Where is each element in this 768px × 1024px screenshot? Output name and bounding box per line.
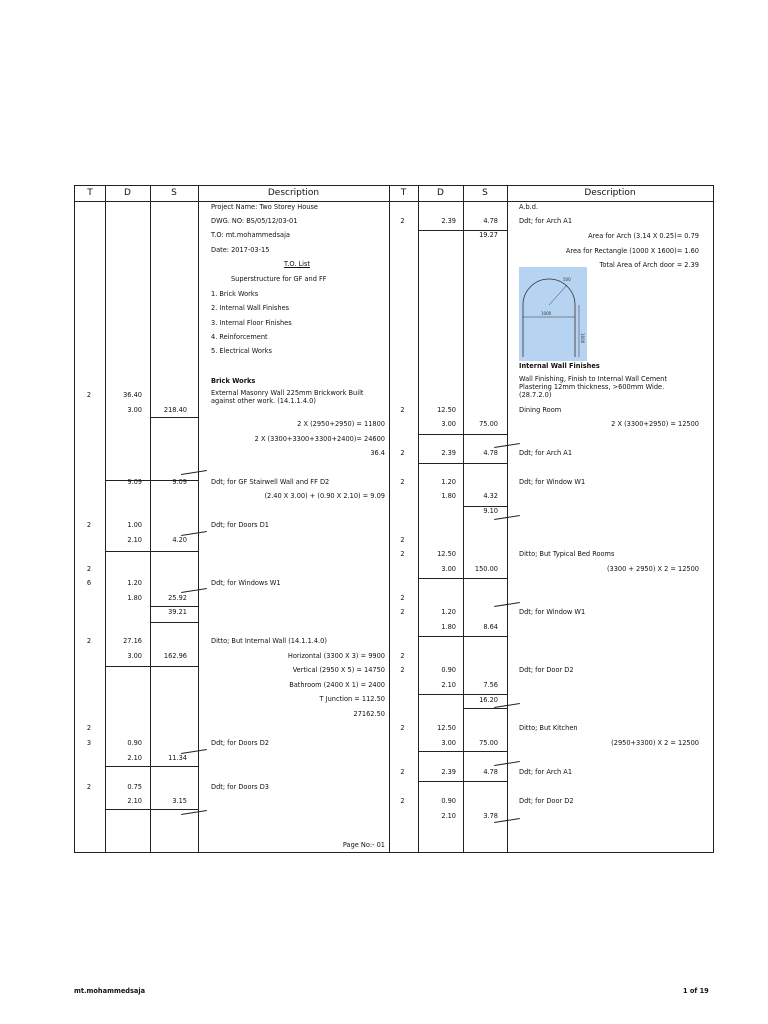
times-value: 2 <box>86 724 92 732</box>
dimension-value: 9.09 <box>127 478 142 486</box>
header-t-right: T <box>389 186 418 202</box>
times-value: 2 <box>400 550 405 558</box>
list-item: 2. Internal Wall Finishes <box>211 304 290 312</box>
times-value: 6 <box>86 579 92 587</box>
calculation-note: Bathroom (2400 X 1) = 2400 <box>289 681 385 689</box>
abd-note: A.b.d. <box>519 203 539 211</box>
squared-value: 3.15 <box>172 797 187 805</box>
squared-value: 3.78 <box>483 812 498 820</box>
times-value: 2 <box>400 666 405 674</box>
header-t-left: T <box>75 186 105 202</box>
superstructure-heading: Superstructure for GF and FF <box>231 275 327 283</box>
dimension-value: 12.50 <box>437 724 456 732</box>
calculation-note: 2 X (3300+3300+3300+2400)= 24600 <box>254 435 385 443</box>
dimension-value: 2.10 <box>441 812 456 820</box>
squared-value: 9.09 <box>172 478 187 486</box>
times-value: 2 <box>86 637 92 645</box>
header-d-right: D <box>418 186 463 202</box>
brick-works-heading: Brick Works <box>211 377 256 385</box>
squared-subtotal: 9.10 <box>483 507 498 515</box>
group-separator <box>418 463 507 464</box>
dimension-value: 1.80 <box>441 492 456 500</box>
calculation-note: 27162.50 <box>353 710 385 718</box>
times-value: 2 <box>400 797 405 805</box>
dimension-value: 3.00 <box>441 739 456 747</box>
group-separator <box>418 751 507 752</box>
times-value: 2 <box>86 391 92 399</box>
header-description-right: Description <box>507 186 713 202</box>
deduction-description: Ddt; for GF Stairwell Wall and FF D2 <box>211 478 330 486</box>
group-separator <box>150 606 198 607</box>
deduction-description: Ddt; for Windows W1 <box>211 579 281 587</box>
deduction-description: Ddt; for Arch A1 <box>519 449 573 457</box>
project-name: Project Name: Two Storey House <box>211 203 318 211</box>
item-description: Ditto; But Typical Bed Rooms <box>519 550 615 558</box>
group-separator <box>150 622 198 623</box>
times-value: 2 <box>400 594 405 602</box>
deduction-description: Ddt; for Doors D1 <box>211 521 269 529</box>
deduction-description: Ddt; for Window W1 <box>519 478 586 486</box>
group-separator <box>105 809 198 810</box>
dimension-value: 12.50 <box>437 550 456 558</box>
dimension-value: 0.75 <box>127 783 142 791</box>
footer-author: mt.mohammedsaja <box>74 987 146 995</box>
deduction-description: Ddt; for Window W1 <box>519 608 586 616</box>
times-value: 2 <box>86 783 92 791</box>
calculation-note: Horizontal (3300 X 3) = 9900 <box>287 652 385 660</box>
deduction-description: Ddt; for Door D2 <box>519 666 574 674</box>
calculation-note: 2 X (2950+2950) = 11800 <box>297 420 385 428</box>
item-description: (28.7.2.0) <box>519 391 552 399</box>
list-item: 1. Brick Works <box>211 290 259 298</box>
dimension-value: 0.90 <box>441 666 456 674</box>
group-separator <box>418 636 507 637</box>
drawing-number: DWG. NO: BS/05/12/03-01 <box>211 217 298 225</box>
squared-subtotal: 19.27 <box>479 231 498 239</box>
deduction-description: Ddt; for Doors D3 <box>211 783 269 791</box>
item-description: Wall Finishing, Finish to Internal Wall Cement <box>519 375 667 383</box>
group-separator <box>150 417 198 418</box>
squared-value: 75.00 <box>479 739 498 747</box>
squared-value: 162.96 <box>163 652 187 660</box>
footer-page-count: 1 of 19 <box>683 987 709 995</box>
squared-value: 75.00 <box>479 420 498 428</box>
item-description: Ditto; But Internal Wall (14.1.1.4.0) <box>211 637 327 645</box>
times-value: 2 <box>400 768 405 776</box>
height-label: 1600 <box>580 333 585 344</box>
dimension-value: 2.10 <box>127 754 142 762</box>
group-separator <box>105 766 198 767</box>
squared-value: 4.78 <box>483 217 498 225</box>
dimension-value: 2.10 <box>127 797 142 805</box>
area-calculation: Total Area of Arch door = 2.39 <box>599 261 699 269</box>
times-value: 2 <box>400 478 405 486</box>
list-item: 3. Internal Floor Finishes <box>211 319 292 327</box>
room-name: Ditto; But Kitchen <box>519 724 578 732</box>
squared-subtotal: 16.20 <box>479 696 498 704</box>
width-label: 1000 <box>541 311 552 316</box>
dimension-value: 1.20 <box>441 478 456 486</box>
dimension-value: 2.39 <box>441 217 456 225</box>
column-divider <box>507 186 508 852</box>
dimension-value: 1.20 <box>127 579 142 587</box>
squared-subtotal: 39.21 <box>168 608 187 616</box>
squared-value: 4.20 <box>172 536 187 544</box>
group-separator <box>418 434 507 435</box>
squared-value: 7.56 <box>483 681 498 689</box>
times-value: 2 <box>86 565 92 573</box>
times-value: 2 <box>400 608 405 616</box>
group-separator <box>463 708 507 709</box>
dimension-value: 2.10 <box>441 681 456 689</box>
squared-value: 4.32 <box>483 492 498 500</box>
column-divider <box>198 186 199 852</box>
header-description-left: Description <box>198 186 389 202</box>
times-value: 2 <box>400 217 405 225</box>
squared-value: 218.40 <box>163 406 187 414</box>
dimension-value: 3.00 <box>441 565 456 573</box>
column-divider <box>150 186 151 852</box>
dimension-value: 12.50 <box>437 406 456 414</box>
area-calculation: Area for Rectangle (1000 X 1600)= 1.60 <box>565 247 699 255</box>
times-value: 2 <box>86 521 92 529</box>
dimension-value: 2.39 <box>441 449 456 457</box>
list-item: 4. Reinforcement <box>211 333 268 341</box>
calculation-note: 2 X (3300+2950) = 12500 <box>611 420 699 428</box>
room-name: Dining Room <box>519 406 562 414</box>
group-separator <box>105 666 198 667</box>
calculation-note: T Junction = 112.50 <box>319 695 385 703</box>
radius-label: 500 <box>563 277 571 282</box>
arch-drawing-background <box>519 267 587 361</box>
squared-value: 4.78 <box>483 768 498 776</box>
times-value: 3 <box>86 739 92 747</box>
group-separator <box>418 578 507 579</box>
header-s-left: S <box>150 186 198 202</box>
group-separator <box>418 694 507 695</box>
dimension-value: 1.20 <box>441 608 456 616</box>
times-value: 2 <box>400 652 405 660</box>
item-description: against other work. (14.1.1.4.0) <box>211 397 316 405</box>
page-number: Page No:- 01 <box>342 841 385 849</box>
times-value: 2 <box>400 449 405 457</box>
header-d-left: D <box>105 186 150 202</box>
calculation-note: (2950+3300) X 2 = 12500 <box>611 739 699 747</box>
squared-value: 8.64 <box>483 623 498 631</box>
item-description: External Masonry Wall 225mm Brickwork Built <box>211 389 364 397</box>
dimension-value: 3.00 <box>441 420 456 428</box>
arch-door-drawing <box>519 267 587 361</box>
item-description: Plastering 12mm thickness, >600mm Wide. <box>519 383 665 391</box>
deduction-description: Ddt; for Arch A1 <box>519 768 573 776</box>
calculation-note: 36.4 <box>370 449 385 457</box>
dimension-value: 1.80 <box>441 623 456 631</box>
squared-value: 11.34 <box>168 754 187 762</box>
dimension-value: 3.00 <box>127 406 142 414</box>
dimension-value: 0.90 <box>441 797 456 805</box>
internal-wall-finishes-heading: Internal Wall Finishes <box>519 362 600 370</box>
takeoff-author: T.O: mt.mohammedsaja <box>211 231 290 239</box>
column-divider <box>463 186 464 852</box>
list-item: 5. Electrical Works <box>211 347 272 355</box>
calculation-note: Vertical (2950 X 5) = 14750 <box>292 666 385 674</box>
takeoff-sheet <box>74 185 714 853</box>
header-s-right: S <box>463 186 507 202</box>
column-divider <box>418 186 419 852</box>
group-separator <box>418 781 507 782</box>
deduction-description: Ddt; for Door D2 <box>519 797 574 805</box>
dimension-value: 2.10 <box>127 536 142 544</box>
deduction-description: Ddt; for Arch A1 <box>519 217 573 225</box>
calculation-note: (2.40 X 3.00) + (0.90 X 2.10) = 9.09 <box>264 492 385 500</box>
dimension-value: 1.00 <box>127 521 142 529</box>
squared-value: 25.92 <box>168 594 187 602</box>
dimension-value: 2.39 <box>441 768 456 776</box>
dimension-value: 3.00 <box>127 652 142 660</box>
squared-value: 150.00 <box>474 565 498 573</box>
column-divider <box>105 186 106 852</box>
dimension-value: 27.16 <box>123 637 142 645</box>
dimension-value: 0.90 <box>127 739 142 747</box>
times-value: 2 <box>400 724 405 732</box>
group-separator <box>105 551 198 552</box>
column-divider <box>389 186 390 852</box>
dimension-value: 1.80 <box>127 594 142 602</box>
calculation-note: (3300 + 2950) X 2 = 12500 <box>606 565 699 573</box>
area-calculation: Area for Arch (3.14 X 0.25)= 0.79 <box>588 232 699 240</box>
times-value: 2 <box>400 406 405 414</box>
squared-value: 4.78 <box>483 449 498 457</box>
to-list-heading: T.O. List <box>284 260 310 268</box>
times-value: 2 <box>400 536 405 544</box>
deduction-description: Ddt; for Doors D2 <box>211 739 269 747</box>
dimension-value: 36.40 <box>123 391 142 399</box>
takeoff-date: Date: 2017-03-15 <box>211 246 270 254</box>
